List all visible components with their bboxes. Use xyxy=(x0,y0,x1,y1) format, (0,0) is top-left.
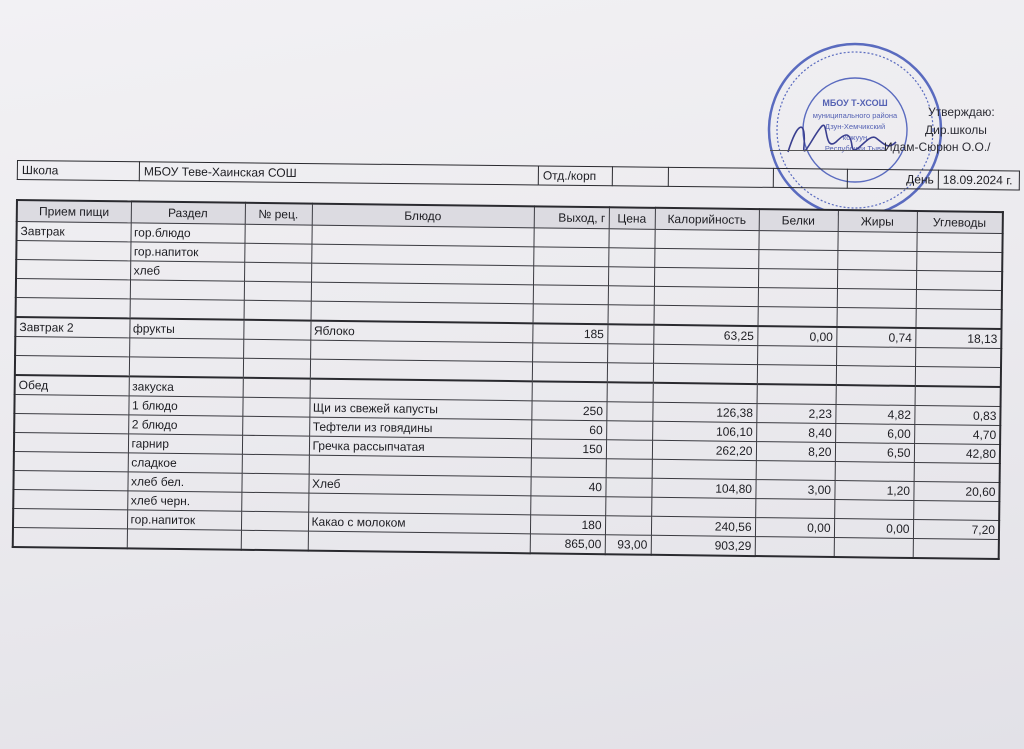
price-cell xyxy=(605,478,651,498)
stamp-line4: кожуун xyxy=(842,133,868,142)
dish-cell: Гречка рассыпчатая xyxy=(309,436,531,458)
recipe-cell xyxy=(243,358,310,378)
fats-cell: 4,82 xyxy=(835,405,914,425)
section-cell: хлеб бел. xyxy=(127,472,241,492)
output-cell xyxy=(533,247,608,267)
price-cell xyxy=(606,440,652,460)
proteins-cell xyxy=(755,537,834,557)
school-value: МБОУ Теве-Хаинская СОШ xyxy=(139,162,538,185)
col-carbs: Углеводы xyxy=(917,211,1003,234)
output-cell xyxy=(530,496,605,516)
dish-cell: Какао с молоком xyxy=(308,512,530,534)
dish-cell xyxy=(310,379,532,401)
calories-cell xyxy=(651,497,755,517)
proteins-cell: 3,00 xyxy=(755,480,834,500)
output-cell xyxy=(531,458,606,478)
col-fats: Жиры xyxy=(838,210,917,232)
recipe-cell xyxy=(243,320,310,340)
meal-cell xyxy=(13,527,127,548)
price-cell xyxy=(608,229,654,249)
carbs-cell: 7,20 xyxy=(913,519,999,539)
stamp-line1: МБОУ Т-ХСОШ xyxy=(822,98,888,108)
meal-cell xyxy=(14,451,128,471)
stamp-line3: Дзун-Хемчикский xyxy=(824,122,886,131)
calories-cell: 126,38 xyxy=(652,402,756,422)
proteins-cell: 2,23 xyxy=(756,404,835,424)
fats-cell: 0,74 xyxy=(836,327,915,347)
col-section: Раздел xyxy=(131,201,245,224)
empty-cell xyxy=(773,168,847,188)
recipe-cell xyxy=(242,454,309,474)
date-value: 18.09.2024 г. xyxy=(938,170,1019,190)
recipe-cell xyxy=(242,416,309,436)
output-cell: 180 xyxy=(530,515,605,535)
output-cell: 865,00 xyxy=(530,534,605,554)
section-cell xyxy=(129,338,243,358)
carbs-cell xyxy=(916,271,1002,291)
calories-cell xyxy=(653,383,757,404)
proteins-cell: 0,00 xyxy=(755,518,834,538)
recipe-cell xyxy=(244,224,311,244)
output-cell xyxy=(532,362,607,382)
section-cell: фрукты xyxy=(129,318,243,339)
dish-cell xyxy=(311,301,533,323)
price-cell xyxy=(607,324,653,344)
proteins-cell xyxy=(755,499,834,519)
price-cell xyxy=(608,267,654,287)
calories-cell xyxy=(653,344,757,364)
fats-cell: 6,00 xyxy=(835,424,914,444)
fats-cell xyxy=(837,270,916,290)
fats-cell: 1,20 xyxy=(834,481,913,501)
dept-value xyxy=(612,167,668,187)
meal-cell xyxy=(13,489,127,509)
meal-cell xyxy=(16,279,130,299)
recipe-cell xyxy=(244,243,311,263)
price-cell xyxy=(606,459,652,479)
recipe-cell xyxy=(244,281,311,301)
price-cell xyxy=(607,344,653,364)
stamp-line2: муниципального района xyxy=(812,111,898,120)
section-cell: 1 блюдо xyxy=(128,396,242,416)
fats-cell: 6,50 xyxy=(835,443,914,463)
recipe-cell xyxy=(241,511,308,531)
menu-table xyxy=(12,199,1004,560)
calories-cell: 63,25 xyxy=(653,325,757,346)
price-cell xyxy=(608,286,654,306)
approve-position: Дир.школы xyxy=(925,123,987,137)
school-label: Школа xyxy=(17,161,139,181)
proteins-cell xyxy=(758,269,837,289)
col-recipe: № рец. xyxy=(245,203,312,225)
output-cell: 40 xyxy=(530,477,605,497)
carbs-cell: 42,80 xyxy=(914,443,1000,463)
meal-cell xyxy=(16,241,130,261)
signature-line xyxy=(770,150,885,151)
fats-cell xyxy=(834,538,913,558)
calories-cell xyxy=(654,267,758,287)
col-calories: Калорийность xyxy=(655,208,759,231)
fats-cell xyxy=(837,289,916,309)
fats-cell xyxy=(836,366,915,386)
calories-cell xyxy=(654,305,758,326)
dish-cell: Хлеб xyxy=(308,474,530,496)
output-cell xyxy=(533,266,608,286)
proteins-cell xyxy=(757,365,836,385)
proteins-cell xyxy=(758,231,837,251)
calories-cell: 240,56 xyxy=(651,516,755,536)
meal-cell xyxy=(13,470,127,490)
section-cell xyxy=(127,529,241,550)
section-cell xyxy=(129,357,243,378)
calories-cell xyxy=(654,229,758,249)
fats-cell xyxy=(837,232,916,252)
recipe-cell xyxy=(243,378,310,398)
carbs-cell xyxy=(915,347,1001,367)
proteins-cell xyxy=(756,461,835,481)
signature xyxy=(780,112,900,172)
price-cell xyxy=(606,421,652,441)
fats-cell: 0,00 xyxy=(834,519,913,539)
carbs-cell: 18,13 xyxy=(915,328,1001,349)
section-cell: сладкое xyxy=(128,453,242,473)
output-cell: 150 xyxy=(531,439,606,459)
meal-cell: Завтрак 2 xyxy=(15,317,129,338)
meal-cell xyxy=(14,394,128,414)
col-output: Выход, г xyxy=(534,206,609,228)
meal-cell xyxy=(16,298,130,319)
dish-cell xyxy=(308,531,530,553)
col-meal: Прием пищи xyxy=(17,200,131,223)
meal-cell xyxy=(15,356,129,377)
carbs-cell xyxy=(913,538,999,559)
carbs-cell xyxy=(915,386,1001,407)
fats-cell xyxy=(834,500,913,520)
fats-cell xyxy=(835,462,914,482)
price-cell xyxy=(608,305,654,325)
section-cell: гор.напиток xyxy=(130,242,244,262)
output-cell: 250 xyxy=(531,401,606,421)
carbs-cell xyxy=(916,252,1002,272)
calories-cell xyxy=(654,286,758,306)
carbs-cell: 4,70 xyxy=(914,424,1000,444)
meal-cell xyxy=(16,260,130,280)
proteins-cell: 8,20 xyxy=(756,442,835,462)
meal-cell xyxy=(13,508,127,528)
output-cell: 60 xyxy=(531,420,606,440)
meal-cell: Обед xyxy=(15,375,129,396)
section-cell: гор.блюдо xyxy=(130,223,244,243)
fats-cell xyxy=(836,347,915,367)
calories-cell: 106,10 xyxy=(652,421,756,441)
proteins-cell: 0,00 xyxy=(757,326,836,346)
proteins-cell xyxy=(758,307,837,327)
approve-title: Утверждаю: xyxy=(928,105,995,119)
output-cell xyxy=(533,285,608,305)
price-cell xyxy=(605,516,651,536)
section-cell xyxy=(130,280,244,300)
price-cell: 93,00 xyxy=(605,535,651,555)
day-label: День xyxy=(847,169,938,189)
dish-cell: Яблоко xyxy=(310,321,532,343)
section-cell: гор.напиток xyxy=(127,510,241,530)
dish-cell xyxy=(310,359,532,381)
fats-cell xyxy=(836,385,915,405)
dish-cell: Тефтели из говядины xyxy=(309,417,531,439)
calories-cell xyxy=(654,248,758,268)
carbs-cell xyxy=(914,462,1000,482)
recipe-cell xyxy=(244,262,311,282)
section-cell xyxy=(130,299,244,320)
section-cell: закуска xyxy=(129,376,243,397)
recipe-cell xyxy=(242,397,309,417)
fats-cell xyxy=(836,308,915,328)
calories-cell: 104,80 xyxy=(651,478,755,498)
dish-cell: Щи из свежей капусты xyxy=(309,398,531,420)
calories-cell xyxy=(652,459,756,479)
carbs-cell xyxy=(915,366,1001,387)
recipe-cell xyxy=(243,339,310,359)
meal-cell xyxy=(14,432,128,452)
section-cell: гарнир xyxy=(128,434,242,454)
proteins-cell xyxy=(757,384,836,404)
recipe-cell xyxy=(241,473,308,493)
calories-cell: 903,29 xyxy=(651,535,755,556)
meal-cell xyxy=(14,413,128,433)
carbs-cell xyxy=(913,500,999,520)
recipe-cell xyxy=(242,435,309,455)
output-cell: 185 xyxy=(532,323,607,343)
recipe-cell xyxy=(241,492,308,512)
proteins-cell xyxy=(757,346,836,366)
meal-cell xyxy=(15,337,129,357)
proteins-cell xyxy=(758,288,837,308)
recipe-cell xyxy=(244,300,311,320)
output-cell xyxy=(532,381,607,401)
dept-label: Отд./корп xyxy=(538,166,612,186)
section-cell: хлеб черн. xyxy=(127,491,241,511)
price-cell xyxy=(607,363,653,383)
calories-cell xyxy=(653,363,757,384)
col-dish: Блюдо xyxy=(312,204,534,228)
price-cell xyxy=(606,402,652,422)
price-cell xyxy=(608,248,654,268)
output-cell xyxy=(532,343,607,363)
carbs-cell xyxy=(915,309,1001,330)
output-cell xyxy=(533,228,608,248)
approve-name: Идам-Сюрюн О.О./ xyxy=(884,140,991,154)
meal-cell: Завтрак xyxy=(16,222,130,242)
output-cell xyxy=(533,304,608,324)
col-price: Цена xyxy=(609,207,655,229)
price-cell xyxy=(607,382,653,402)
carbs-cell xyxy=(916,233,1002,253)
price-cell xyxy=(605,497,651,517)
calories-cell: 262,20 xyxy=(652,440,756,460)
fats-cell xyxy=(837,251,916,271)
section-cell: 2 блюдо xyxy=(128,415,242,435)
carbs-cell: 0,83 xyxy=(914,405,1000,425)
section-cell: хлеб xyxy=(130,261,244,281)
proteins-cell: 8,40 xyxy=(756,423,835,443)
empty-cell xyxy=(668,167,773,187)
col-proteins: Белки xyxy=(759,209,838,231)
carbs-cell xyxy=(916,290,1002,310)
stamp-line5: Республики Тыва xyxy=(824,144,886,153)
proteins-cell xyxy=(758,250,837,270)
carbs-cell: 20,60 xyxy=(913,481,999,501)
recipe-cell xyxy=(241,530,308,550)
